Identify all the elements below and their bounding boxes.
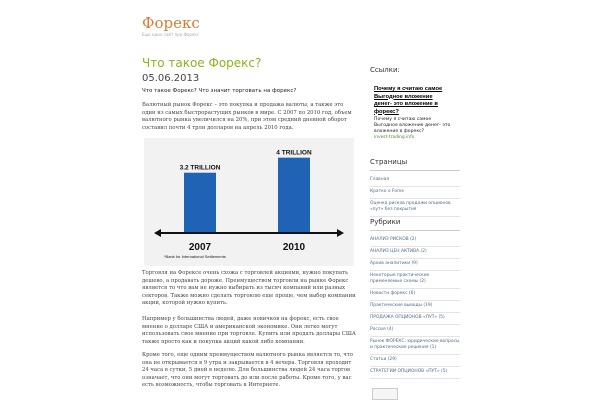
categories-list (370, 235, 460, 379)
category-link[interactable] (370, 271, 460, 289)
category-label: АНАЛИЗ РИСКОВ (370, 237, 411, 242)
category-count: (6) (408, 291, 416, 296)
links-widget-title: Ссылки: (370, 66, 400, 74)
category-count: (4) (387, 327, 394, 332)
category-label: Практические выводы (370, 303, 424, 308)
post-lead: Что такое Форекс? Что значит торговать на форекс? (142, 88, 297, 94)
ad-link-text: Почему я считаю самое Выгодное вложение денег- это вложение в форекс? (374, 117, 451, 134)
site-title[interactable]: Форекс (142, 14, 200, 32)
page-link-forex-brief[interactable]: Кратко о Forex (370, 187, 460, 199)
post-paragraph: Торговля на Форексе очень схожа с торговлей акциями, нужно покупать дешево, а продавать дороже. Преимуществом торговли на рынке Форекс является то что вам не нужно выбирать из тысяч компаний или разных секторов. Также можно сделать торговлю еще проще, чем выбор компании акции, которой нужно купить. (142, 270, 356, 306)
ad-link-box (374, 86, 452, 141)
ad-link-title[interactable]: Почему я считаю самое Выгодное вложение денег- это вложение в форекс? (374, 86, 443, 115)
category-count: (5) (441, 369, 448, 374)
post-paragraph: Кроме того, еще одним преимуществом валютного рынка является то, что она не открывается в 9 утра и закрывается в 4 вечера. Торговля проходит 24 часа в сутки, 5 дней в неделю. Для большинства людей 24 часа торгов означает, что они могут торговать до или после работы. Кроме того, у вас есть возможность, чтобы торговать в Интернете. (142, 352, 353, 388)
category-count: (1) (429, 345, 437, 350)
category-label: Некоторые практические применяемые схемы (370, 273, 430, 284)
category-label: Новости форекс (370, 291, 409, 296)
category-label: ПРОДАЖА ОПЦИОНОВ «ПУТ» (370, 315, 439, 320)
post-date: 05.06.2013 (142, 73, 200, 84)
category-link[interactable] (370, 301, 460, 313)
bottom-widget-box (372, 388, 398, 400)
category-count: (19) (423, 303, 433, 308)
category-link[interactable] (370, 259, 460, 271)
categories-widget (370, 218, 460, 379)
forex-volume-chart (144, 138, 354, 266)
post-title[interactable]: Что такое Форекс? (142, 56, 262, 70)
post-paragraph: Например у большинства людей, даже новичков на форекс, есть свое мнение о долларе США и американской экономике. Они легко могут использовать свое мнение при торговле. Купить или продать доллары США также просто как и покупка акций какой либо компании. (142, 316, 356, 345)
category-label: Россия (370, 327, 388, 332)
post-paragraph: Валютный рынок Форекс – это покупка и продажа валюты, а также это один из самых быстрорастущих рынков в мире. С 2007 по 2010 год, объем валютного рынка увеличился на 20%, при этом средний дневной оборот составил почти 4 трлн долларов на апрель 2010 года. (142, 102, 352, 131)
category-count: (29) (387, 357, 397, 362)
bar-2007 (184, 173, 216, 233)
category-link[interactable] (370, 313, 460, 325)
pages-widget (370, 158, 460, 217)
category-tick-label: 2007 (188, 242, 212, 253)
bar-2010 (278, 158, 310, 233)
category-label: АНАЛИЗ ЦЕН АКТИВА (370, 249, 421, 254)
ad-link-url[interactable]: invest-trading.info (374, 135, 415, 140)
category-link[interactable] (370, 367, 460, 379)
post-content (142, 56, 356, 388)
widget-divider (370, 230, 460, 231)
category-count: (2) (420, 249, 427, 254)
category-link[interactable] (370, 289, 460, 301)
bar-data-label: 4 TRILLION (276, 149, 312, 157)
chart-background (144, 138, 354, 266)
category-link[interactable] (370, 235, 460, 247)
page-link-home[interactable]: Главная (370, 175, 460, 187)
chart-footnote: *Bank for International Settlements (164, 254, 226, 259)
category-link[interactable] (370, 337, 460, 355)
category-label: Архив аналитики (370, 261, 412, 266)
category-link[interactable] (370, 247, 460, 259)
category-count: (2) (419, 279, 426, 284)
widget-divider (370, 170, 460, 171)
pages-list (370, 175, 460, 217)
page-link-risk-assessment[interactable]: Оценка рисков продажи опционов «пут» без покрытия (370, 199, 460, 217)
category-label: Рынок ФОРЕКС: юридические вопросы и практические решения (370, 339, 460, 350)
site-description: Еще один сайт про Форекс (142, 32, 199, 37)
categories-widget-title: Рубрики (370, 218, 401, 226)
category-label: Статьи (370, 357, 388, 362)
category-count: (2) (410, 237, 417, 242)
category-count: (9) (411, 261, 418, 266)
category-link[interactable] (370, 355, 460, 367)
pages-widget-title: Страницы (370, 158, 408, 166)
category-count: (5) (438, 315, 445, 320)
bar-data-label: 3.2 TRILLION (179, 164, 221, 172)
category-label: СТРАТЕГИИ ОПЦИОНОВ «ПУТ» (370, 369, 441, 374)
category-link[interactable] (370, 325, 460, 337)
site-header (0, 0, 600, 48)
category-tick-label: 2010 (282, 242, 306, 253)
